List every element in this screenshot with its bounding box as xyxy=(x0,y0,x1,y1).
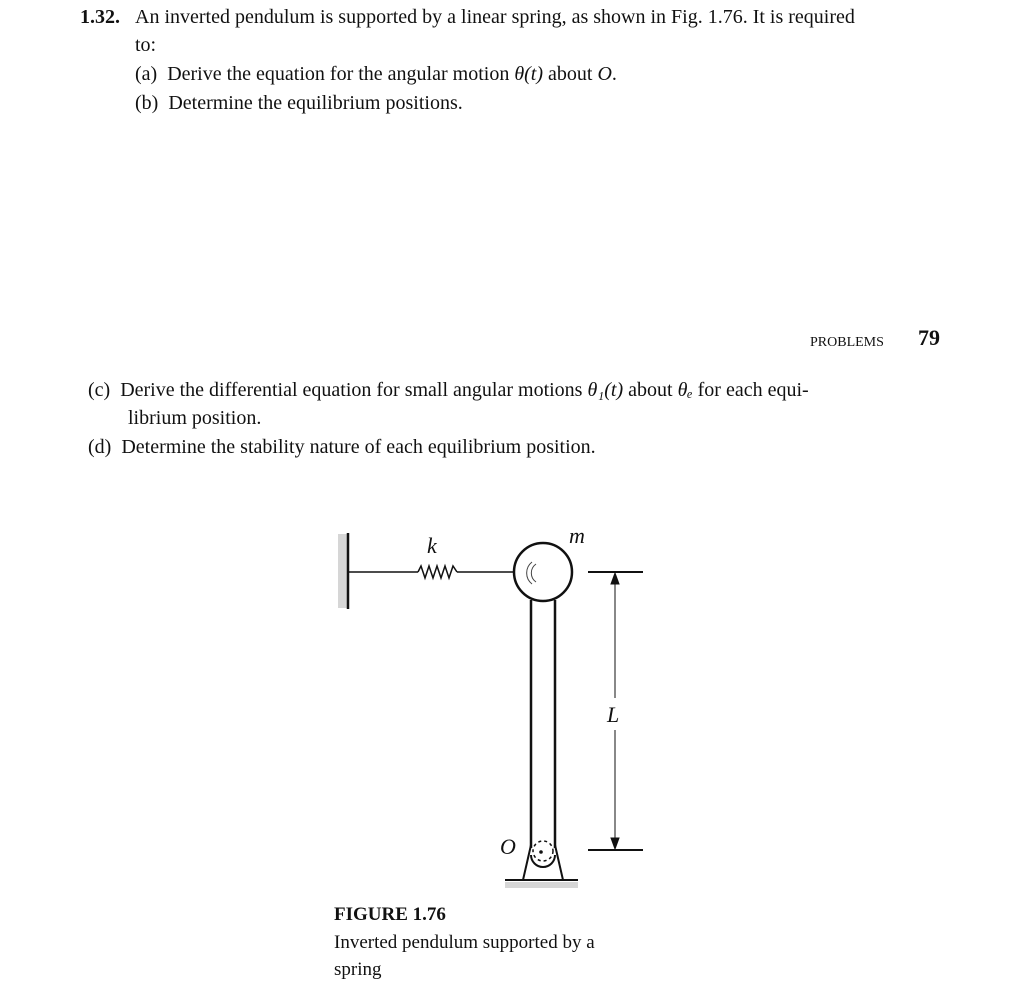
pivot-support xyxy=(505,841,578,888)
figure-caption-line1: Inverted pendulum supported by a xyxy=(334,932,595,953)
part-c: (c) Derive the differential equation for small angular motions θ₁(t) about θₑ for each equi- xyxy=(88,379,809,401)
problem-number: 1.32. xyxy=(80,6,120,28)
problem-intro-cont: to: xyxy=(135,34,157,56)
running-header-section: PROBLEMS xyxy=(810,335,884,350)
page-number: 79 xyxy=(918,325,940,350)
figure-caption-title: FIGURE 1.76 xyxy=(334,904,446,925)
part-c-cont: librium position. xyxy=(128,407,262,429)
mass-label: m xyxy=(569,523,585,548)
spring-constant-label: k xyxy=(427,533,437,558)
pendulum-mass xyxy=(514,543,572,601)
pendulum-rod xyxy=(531,600,555,848)
part-b: (b) Determine the equilibrium positions. xyxy=(135,92,463,114)
part-d: (d) Determine the stability nature of each equilibrium position. xyxy=(88,436,596,458)
spring xyxy=(348,566,514,578)
figure-caption-line2: spring xyxy=(334,959,382,980)
part-a: (a) Derive the equation for the angular motion θ(t) about O. xyxy=(135,63,617,85)
pivot-label: O xyxy=(500,834,516,859)
length-label: L xyxy=(607,702,620,727)
problem-intro: An inverted pendulum is supported by a linear spring, as shown in Fig. 1.76. It is required xyxy=(135,6,855,28)
wall xyxy=(338,533,348,609)
